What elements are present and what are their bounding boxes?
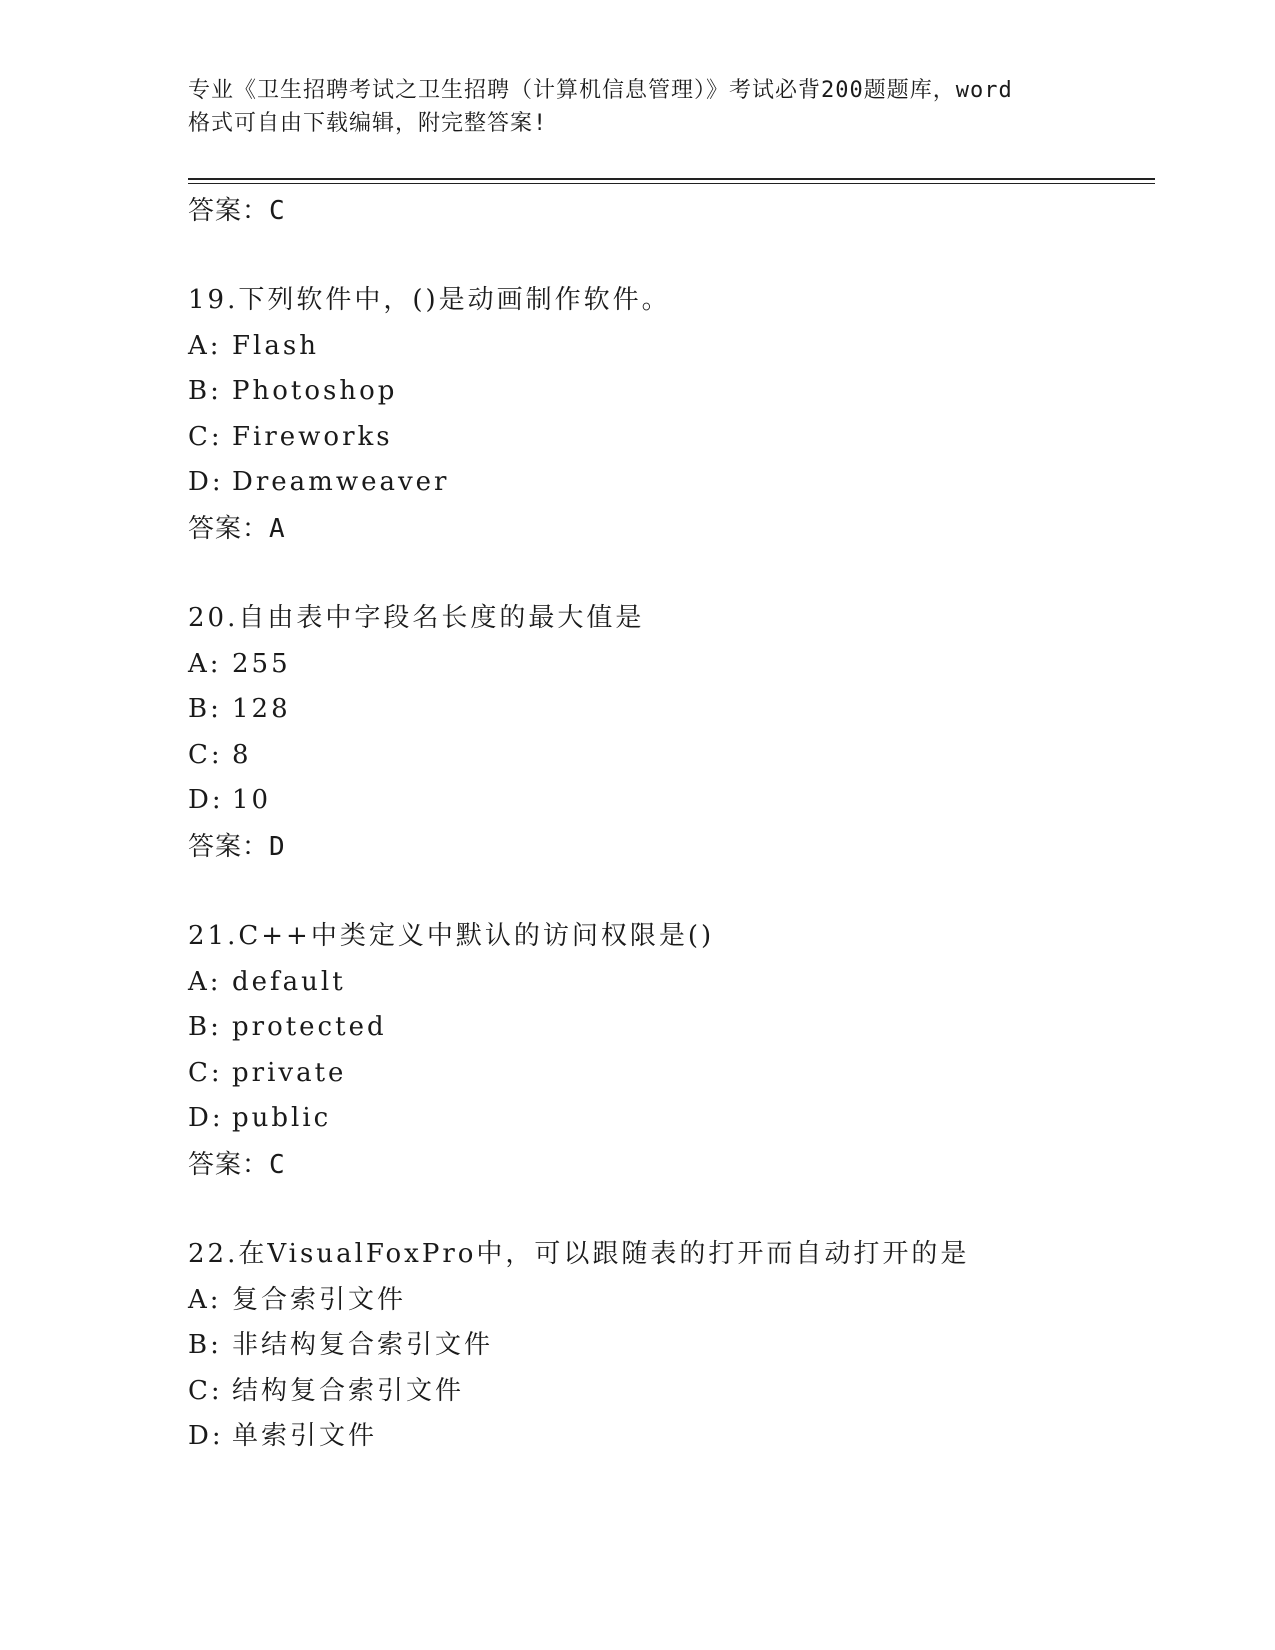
- option-text: 128: [232, 694, 291, 725]
- answer-label: 答案：: [188, 831, 270, 862]
- option-text: 非结构复合索引文件: [232, 1330, 494, 1361]
- answer-value: D: [269, 831, 286, 862]
- option-key: D:: [188, 1103, 224, 1134]
- option-text: Flash: [232, 330, 319, 361]
- option-text: 单索引文件: [232, 1421, 378, 1452]
- option-text: protected: [232, 1012, 387, 1043]
- option-b: [188, 1005, 1155, 1051]
- question-block: [188, 1232, 1155, 1460]
- header-rule: [188, 178, 1155, 180]
- option-text: Fireworks: [232, 421, 393, 452]
- option-key: D:: [188, 785, 224, 816]
- answer-value: C: [269, 196, 286, 226]
- option-text: default: [232, 966, 346, 997]
- option-c: [188, 415, 1155, 461]
- question-stem: 22.在VisualFoxPro中，可以跟随表的打开而自动打开的是: [188, 1238, 970, 1269]
- option-d: [188, 1414, 1155, 1460]
- spacer: [188, 1188, 1155, 1232]
- question-stem: 19.下列软件中，()是动画制作软件。: [188, 285, 671, 315]
- option-text: 255: [232, 648, 291, 679]
- option-a: [188, 1278, 1155, 1324]
- option-a: [188, 642, 1155, 688]
- question-list: [188, 188, 1155, 1460]
- option-key: B:: [188, 376, 222, 407]
- option-b: [188, 687, 1155, 733]
- spacer: [188, 870, 1155, 914]
- option-key: A:: [188, 1284, 222, 1315]
- option-c: [188, 1369, 1155, 1415]
- option-a: [188, 324, 1155, 370]
- option-text: private: [232, 1057, 347, 1088]
- question-stem: 20.自由表中字段名长度的最大值是: [188, 602, 645, 633]
- option-text: 结构复合索引文件: [232, 1375, 465, 1406]
- question-block: [188, 278, 1155, 552]
- option-key: B:: [188, 1330, 222, 1361]
- answer-label: 答案：: [188, 513, 270, 544]
- answer-line: [188, 824, 1155, 870]
- option-key: C:: [188, 739, 223, 770]
- answer-line: [188, 188, 1155, 234]
- option-key: D:: [188, 1421, 224, 1452]
- option-key: C:: [188, 1057, 223, 1088]
- option-key: C:: [188, 1375, 223, 1406]
- option-text: Dreamweaver: [232, 467, 450, 498]
- option-c: [188, 1051, 1155, 1097]
- option-text: 10: [232, 785, 272, 816]
- question-stem: 21.C++中类定义中默认的访问权限是(): [188, 920, 715, 951]
- question-block: [188, 914, 1155, 1188]
- spacer: [188, 552, 1155, 596]
- header-rule-thin: [188, 183, 1155, 184]
- spacer: [188, 234, 1155, 278]
- answer-label: 答案：: [188, 196, 270, 226]
- answer-value: A: [269, 513, 286, 544]
- header-line-2: 格式可自由下载编辑，附完整答案!: [188, 111, 548, 136]
- option-key: A:: [188, 966, 222, 997]
- answer-label: 答案：: [188, 1149, 270, 1180]
- option-text: 8: [232, 739, 252, 770]
- option-text: public: [232, 1103, 332, 1134]
- option-text: Photoshop: [232, 376, 398, 407]
- option-key: B:: [188, 694, 222, 725]
- document-header: [188, 74, 1088, 140]
- answer-value: C: [269, 1149, 286, 1180]
- option-d: [188, 778, 1155, 824]
- header-line-1: 专业《卫生招聘考试之卫生招聘（计算机信息管理）》考试必背200题题库，word: [188, 78, 1013, 103]
- option-key: C:: [188, 421, 223, 452]
- option-d: [188, 460, 1155, 506]
- answer-line: [188, 1142, 1155, 1188]
- option-key: D:: [188, 467, 224, 498]
- option-d: [188, 1096, 1155, 1142]
- option-b: [188, 369, 1155, 415]
- option-key: A:: [188, 330, 222, 361]
- option-key: B:: [188, 1012, 222, 1043]
- option-b: [188, 1323, 1155, 1369]
- question-block: [188, 596, 1155, 870]
- answer-line: [188, 506, 1155, 552]
- option-key: A:: [188, 648, 222, 679]
- option-a: [188, 960, 1155, 1006]
- option-text: 复合索引文件: [232, 1284, 407, 1315]
- option-c: [188, 733, 1155, 779]
